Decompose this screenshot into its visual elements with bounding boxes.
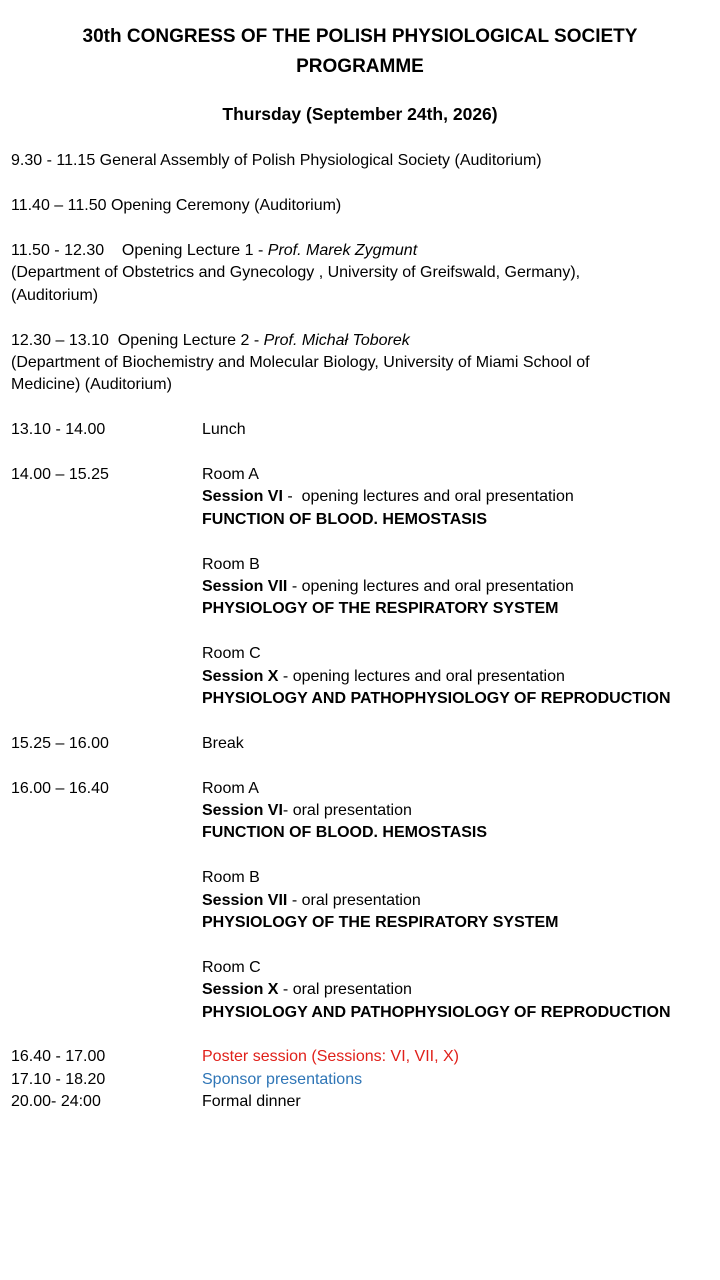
session-description: - oral presentation [282, 802, 412, 819]
block-1-room-c: Room C [202, 645, 261, 662]
block-1-topic-a: FUNCTION OF BLOOD. HEMOSTASIS [202, 511, 488, 528]
lunch-label: Lunch [202, 421, 246, 438]
block-1-topic-b: PHYSIOLOGY OF THE RESPIRATORY SYSTEM [202, 600, 559, 617]
lecture-2-time-title: 12.30 – 13.10 Opening Lecture 2 - [11, 332, 264, 349]
session-label: Session VII [202, 578, 288, 595]
block-2-topic-a: FUNCTION OF BLOOD. HEMOSTASIS [202, 824, 488, 841]
block-1-session-c [202, 666, 565, 688]
session-label: Session X [202, 668, 279, 685]
day-heading: Thursday (September 24th, 2026) [222, 104, 498, 124]
block-2-topic-c: PHYSIOLOGY AND PATHOPHYSIOLOGY OF REPRODUCTION [202, 1004, 671, 1021]
programme-heading: PROGRAMME [296, 56, 424, 77]
lecture-1-time-title: 11.50 - 12.30 Opening Lecture 1 - [11, 242, 268, 259]
formal-dinner-label: Formal dinner [202, 1093, 301, 1110]
block-2-time: 16.00 – 16.40 [11, 780, 109, 797]
session-label: Session VI [202, 802, 283, 819]
break-label: Break [202, 735, 244, 752]
block-2-topic-b: PHYSIOLOGY OF THE RESPIRATORY SYSTEM [202, 914, 559, 931]
general-assembly-item: 9.30 - 11.15 General Assembly of Polish Physiological Society (Auditorium) [11, 152, 542, 169]
block-2-room-c: Room C [202, 959, 261, 976]
lecture-1-affiliation: (Department of Obstetrics and Gynecology , University of Greifswald, Germany), [11, 264, 581, 281]
block-1-session-a [202, 486, 574, 508]
block-1-topic-c: PHYSIOLOGY AND PATHOPHYSIOLOGY OF REPRODUCTION [202, 690, 671, 707]
lecture-2-place: Medicine) (Auditorium) [11, 376, 172, 393]
break-time: 15.25 – 16.00 [11, 735, 109, 752]
dinner-time: 20.00- 24:00 [11, 1093, 101, 1110]
lunch-time: 13.10 - 14.00 [11, 421, 106, 438]
lecture-2-speaker: Prof. Michał Toborek [263, 332, 410, 349]
block-1-room-a: Room A [202, 466, 259, 483]
opening-ceremony-item: 11.40 – 11.50 Opening Ceremony (Auditorium) [11, 197, 342, 214]
block-1-room-b: Room B [202, 556, 260, 573]
lecture-1-place: (Auditorium) [11, 287, 99, 304]
sponsor-presentations-label: Sponsor presentations [202, 1071, 363, 1088]
block-2-session-b [202, 890, 421, 912]
block-1-session-b [202, 576, 574, 598]
session-description: - oral presentation [287, 892, 421, 909]
session-description: - opening lectures and oral presentation [287, 578, 574, 595]
session-description: - opening lectures and oral presentation [278, 668, 565, 685]
lecture-2-affiliation: (Department of Biochemistry and Molecular Biology, University of Miami School of [11, 354, 590, 371]
opening-lecture-1 [11, 240, 417, 262]
lecture-1-speaker: Prof. Marek Zygmunt [267, 242, 418, 259]
block-2-session-c [202, 979, 412, 1001]
poster-time: 16.40 - 17.00 [11, 1048, 106, 1065]
sponsor-time: 17.10 - 18.20 [11, 1071, 106, 1088]
block-2-room-a: Room A [202, 780, 259, 797]
session-description: - opening lectures and oral presentation [282, 488, 574, 505]
session-label: Session X [202, 981, 279, 998]
poster-session-label: Poster session (Sessions: VI, VII, X) [202, 1048, 459, 1065]
block-2-room-b: Room B [202, 869, 260, 886]
block-2-session-a [202, 800, 412, 822]
block-1-time: 14.00 – 15.25 [11, 466, 109, 483]
session-label: Session VI [202, 488, 283, 505]
session-description: - oral presentation [278, 981, 412, 998]
opening-lecture-2 [11, 330, 410, 352]
congress-title: 30th CONGRESS OF THE POLISH PHYSIOLOGICAL SOCIETY [82, 26, 638, 47]
session-label: Session VII [202, 892, 288, 909]
